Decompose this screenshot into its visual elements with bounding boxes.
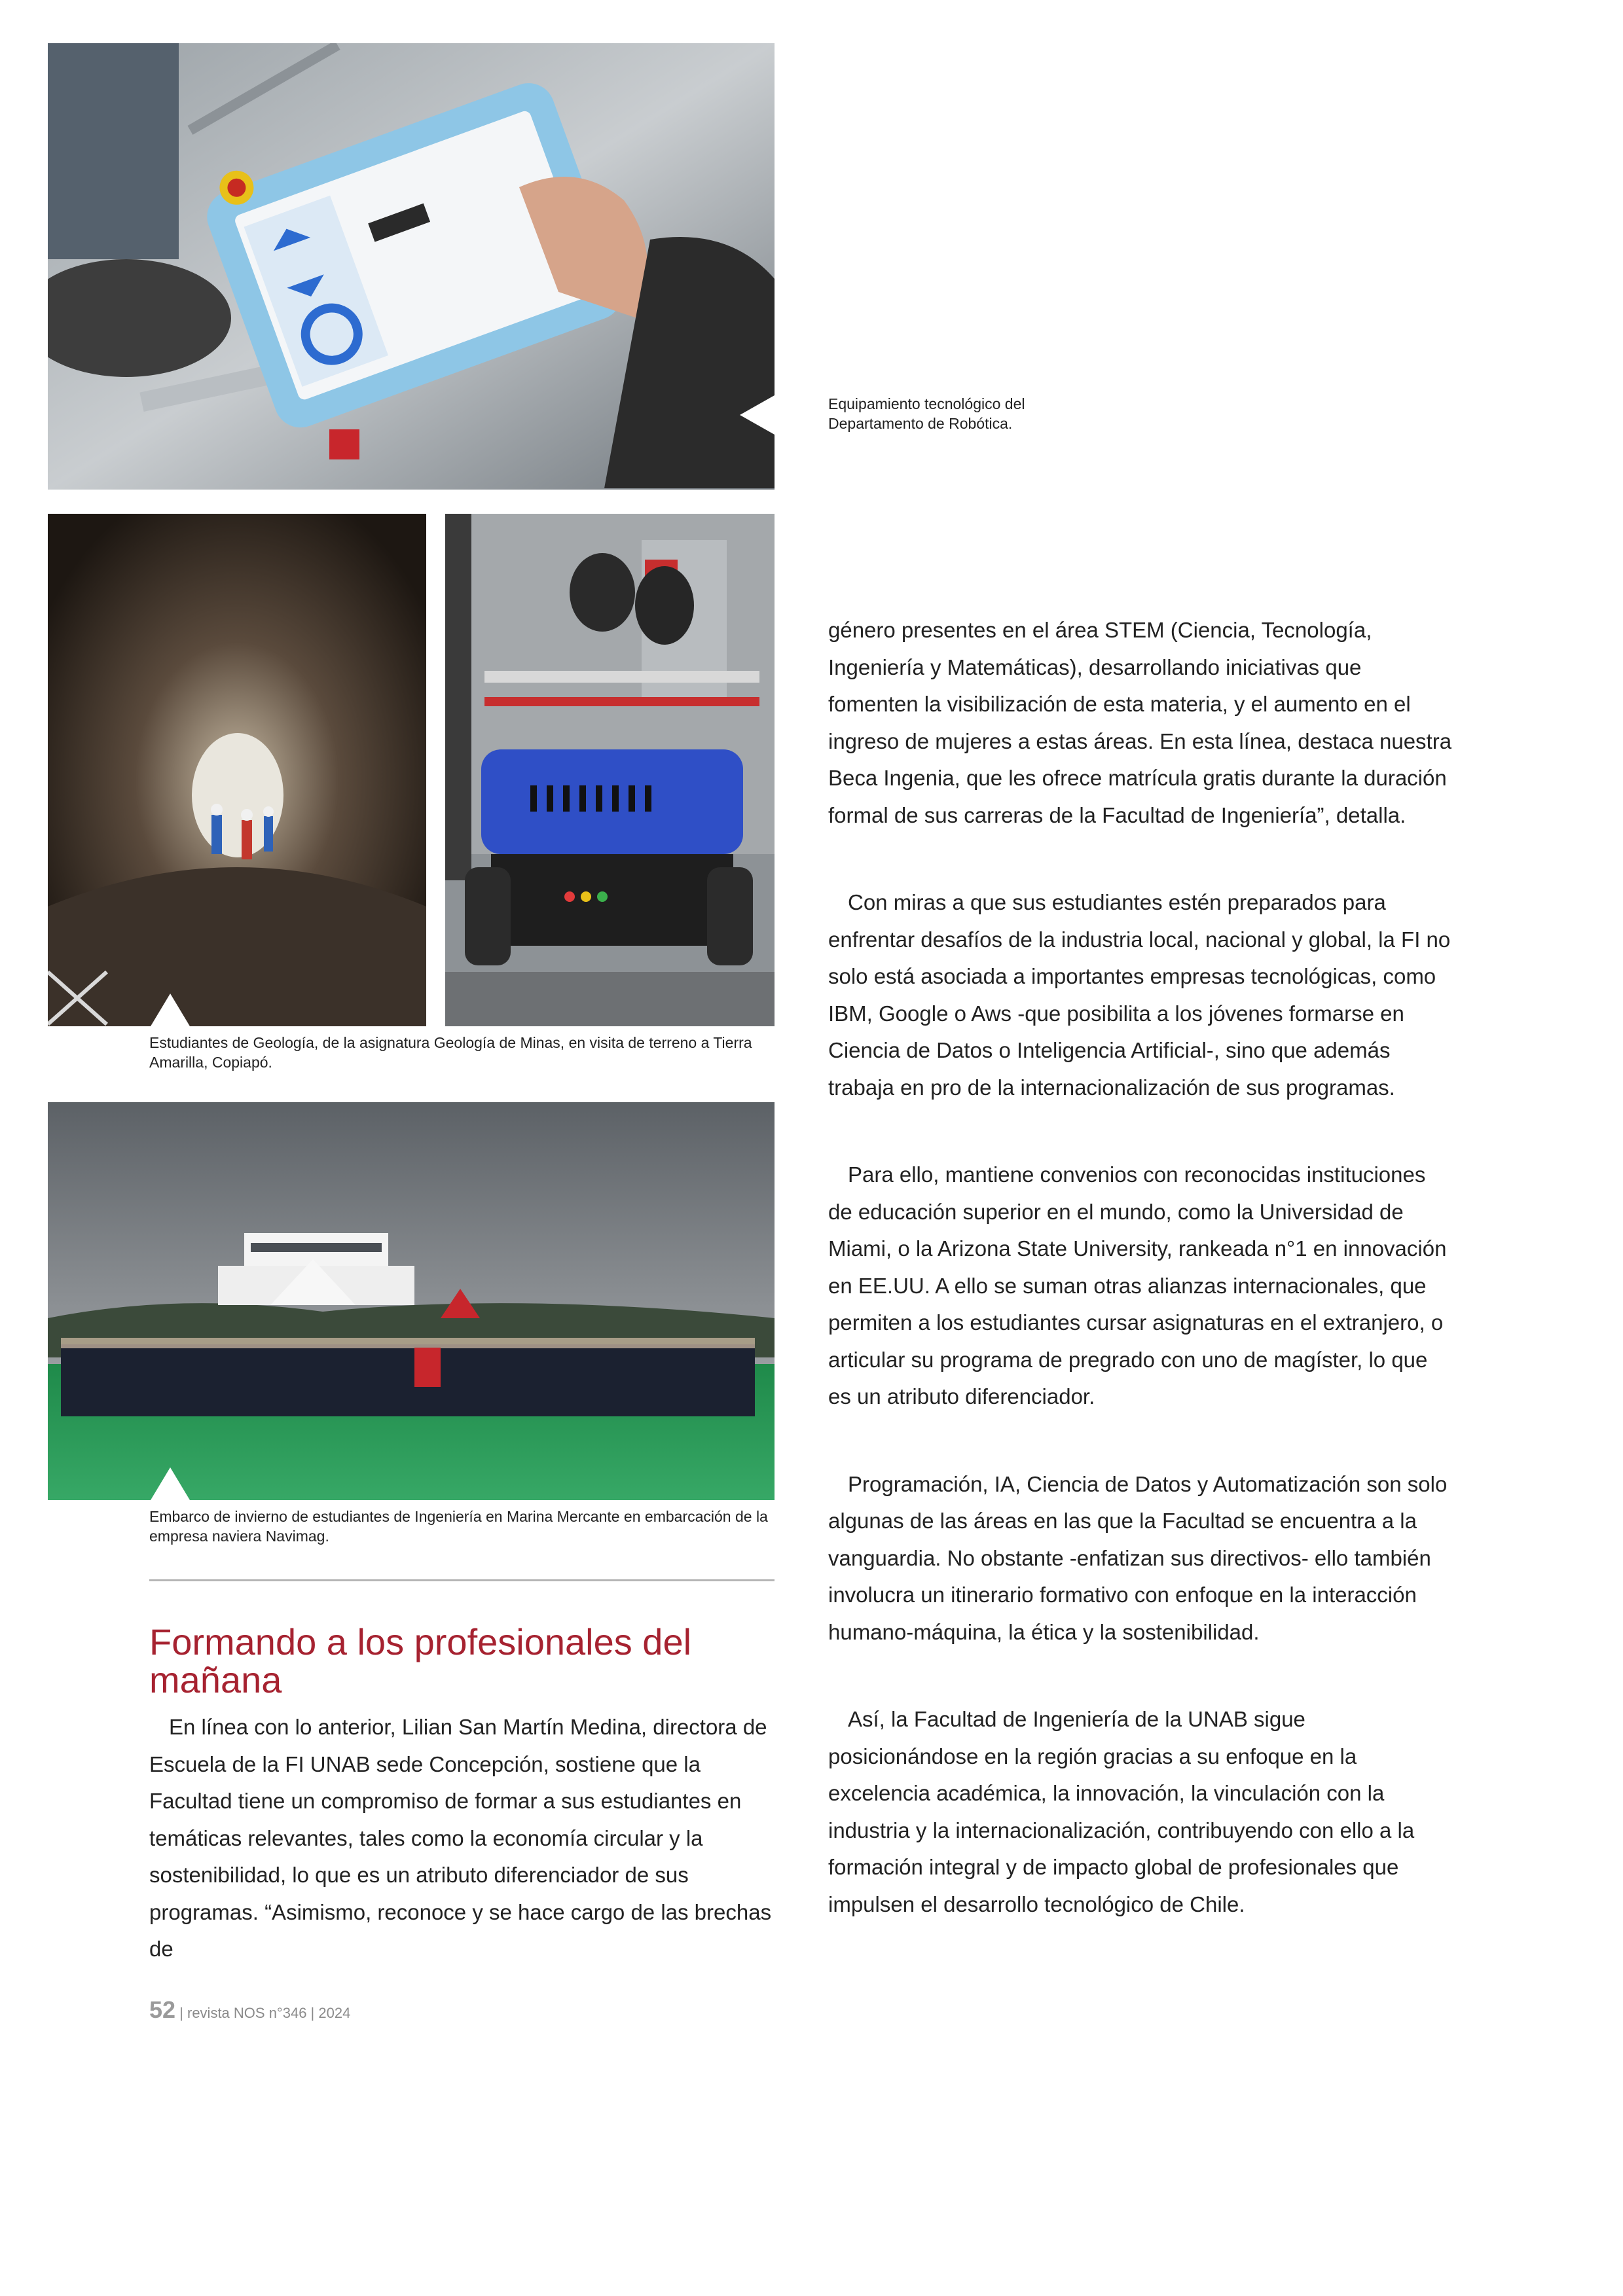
triangle-marker	[151, 994, 190, 1026]
paragraph: Con miras a que sus estudiantes estén preparados para enfrentar desafíos de la industria local, nacional y global, la FI no solo está asociada a importantes empresas tecnológicas, como IBM, Google o Aws -que posibilita a los jóvenes formarse en Ciencia de Datos o Inteligencia Artificial-, sino que además trabaja en pro de la internacionalización de sus programas.	[828, 890, 1451, 1100]
caption-robotics: Equipamiento tecnológico del Departamento de Robótica.	[828, 395, 1025, 432]
triangle-marker	[740, 395, 775, 435]
left-column-text	[149, 1709, 775, 1968]
paragraph: Programación, IA, Ciencia de Datos y Automatización son solo algunas de las áreas en las que la Facultad se encuentra a la vanguardia. No obstante -enfatizan sus directivos- ello también involucra un itinerario formativo con enfoque en la interacción humano-máquina, la ética y la sostenibilidad.	[828, 1471, 1448, 1644]
paragraph: En línea con lo anterior, Lilian San Martín Medina, directora de Escuela de la FI UNAB sede Concepción, sostiene que la Facultad tiene un compromiso de formar a sus estudiantes en temáticas relevantes, tales como la economía circular y la sostenibilidad, lo que es un atributo diferenciador de sus programas. “Asimismo, reconoce y se hace cargo de las brechas de	[149, 1715, 772, 1961]
paragraph: Así, la Facultad de Ingeniería de la UNAB sigue posicionándose en la región gracias a su enfoque en la excelencia académica, la innovación, la vinculación con la industria y la internacionalización, contribuyendo con ello a la formación integral y de impacto global de profesionales que impulsen el desarrollo tecnológico de Chile.	[828, 1707, 1415, 1916]
page-number: 52	[149, 1996, 176, 2023]
right-column-text	[828, 612, 1453, 1923]
tunnel-photo	[48, 514, 426, 1026]
page-footer	[149, 1996, 350, 2024]
ship-deck-photo	[48, 1102, 775, 1500]
section-heading: Formando a los profesionales del mañana	[149, 1621, 692, 1700]
caption-navy: Embarco de invierno de estudiantes de Ingeniería en Marina Mercante en embarcación de la empresa naviera Navimag.	[149, 1508, 768, 1545]
caption-geology: Estudiantes de Geología, de la asignatura Geología de Minas, en visita de terreno a Tierra Amarilla, Copiapó.	[149, 1034, 752, 1071]
publication-info: | revista NOS n°346 | 2024	[179, 2005, 351, 2021]
paragraph: género presentes en el área STEM (Ciencia, Tecnología, Ingeniería y Matemáticas), desarrollando iniciativas que fomenten la visibilización de esta materia, y el aumento en el ingreso de mujeres a estas áreas. En esta línea, destaca nuestra Beca Ingenia, que les ofrece matrícula gratis durante la duración formal de sus carreras de la Facultad de Ingeniería”, detalla.	[828, 618, 1452, 827]
robotics-photo	[48, 43, 775, 490]
paragraph: Para ello, mantiene convenios con reconocidas instituciones de educación superior en el mundo, como la Universidad de Miami, o la Arizona State University, rankeada n°1 en innovación en EE.UU. A ello se suman otras alianzas internacionales, que permiten a los estudiantes cursar asignaturas en el extranjero, o articular su programa de pregrado con uno de magíster, lo que es un atributo diferenciador.	[828, 1162, 1447, 1408]
triangle-marker	[151, 1467, 190, 1500]
robot-vehicle-photo	[445, 514, 775, 1026]
section-divider	[149, 1579, 775, 1581]
